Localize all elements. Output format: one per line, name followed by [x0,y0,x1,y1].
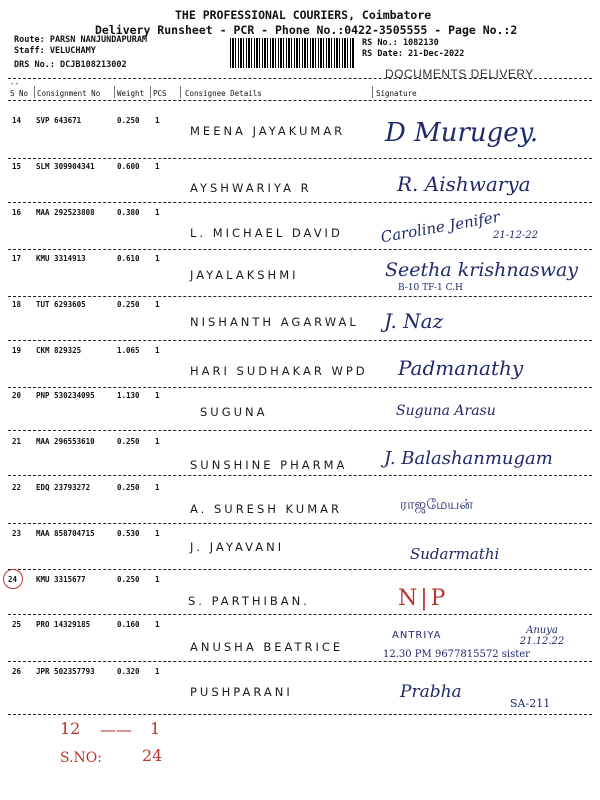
drs-number: DRS No.: DCJB108213002 [14,60,127,70]
row-divider [8,614,592,615]
row-consignee: NISHANTH AGARWAL [190,315,359,329]
col-consignee: Consignee Details [185,89,262,98]
row-consignment: MAA 858704715 [36,529,95,538]
row-consignee: L. MICHAEL DAVID [190,226,343,240]
row-consignee: SUGUNA [200,405,268,419]
row-signature: D Murugey. [385,118,539,148]
row-consignment: PRO 14329185 [36,620,91,629]
col-sno: S No [10,89,29,98]
row-consignee: A. SURESH KUMAR [190,502,342,516]
row-pcs: 1 [155,667,160,676]
row-divider [8,475,592,476]
row-weight: 0.250 [117,483,140,492]
row-pcs: 1 [155,437,160,446]
row-signature: ராஜமேயன் [400,497,474,513]
tally-left: 12 [60,719,81,738]
row-pcs: 1 [155,346,160,355]
row-note: SA-211 [510,697,551,710]
sno-label: S.NO: [60,750,102,766]
row-consignee: SUNSHINE PHARMA [190,458,348,472]
row-weight: 0.530 [117,529,140,538]
col-pcs: PCS [153,89,167,98]
row-pcs: 1 [155,620,160,629]
row-signature: R. Aishwarya [397,172,531,196]
row-divider [8,569,592,570]
row-consignment: CKM 829325 [36,346,82,355]
row-consignment: JPR 502357793 [36,667,95,676]
tally-right: 1 [150,719,161,738]
row-sno: 16 [12,208,22,217]
row-signature: ANTRIYA [392,630,442,641]
row-note-date: Anuya 21.12.22 [519,625,565,647]
row-consignment: KMU 3315677 [36,575,86,584]
col-sep [180,86,181,98]
row-weight: 0.160 [117,620,140,629]
row-sno: 22 [12,483,22,492]
header-divider [8,78,592,79]
row-consignee: S. PARTHIBAN. [188,594,310,608]
row-weight: 0.250 [117,300,140,309]
row-pcs: 1 [155,254,160,263]
row-consignment: SLM 309904341 [36,162,95,171]
row-sno: 23 [12,529,22,538]
row-signature: J. Balashanmugam [384,448,553,469]
row-signature: N|P [398,586,449,611]
col-sep [150,86,151,98]
row-consignment: TUT 6293605 [36,300,86,309]
row-consignee: JAYALAKSHMI [190,268,299,282]
col-signature: Signature [376,89,417,98]
column-header-divider [8,100,592,101]
row-signature: Prabha [400,682,462,702]
row-consignment: EDQ 23793272 [36,483,91,492]
row-divider [8,387,592,388]
row-weight: 0.250 [117,575,140,584]
row-sno: 14 [12,116,22,125]
row-divider [8,158,592,159]
documents-delivery-label: DOCUMENTS DELIVERY [385,67,534,81]
row-sno: 26 [12,667,22,676]
row-consignee: ANUSHA BEATRICE [190,640,344,654]
row-signature: J. Naz [384,309,444,333]
row-consignment: KMU 3314913 [36,254,86,263]
row-consignee: HARI SUDHAKAR WPD [190,364,368,378]
row-consignee: AYSHWARIYA R [190,181,312,195]
row-pcs: 1 [155,300,160,309]
staff: Staff: VELUCHAMY [14,46,96,56]
route: Route: PARSN NANJUNDAPURAM [14,35,148,45]
rs-date: RS Date: 21-Dec-2022 [362,49,465,59]
row-weight: 0.600 [117,162,140,171]
row-consignment: MAA 296553610 [36,437,95,446]
row-note: B-10 TF-1 C.H [398,283,463,293]
sheet-title: Delivery Runsheet - PCR - Phone No.:0422-3505555 - Page No.:2 [95,23,518,37]
row-pcs: 1 [155,162,160,171]
company-title: THE PROFESSIONAL COURIERS, Coimbatore [175,8,432,22]
row-weight: 1.065 [117,346,140,355]
row-sno: 18 [12,300,22,309]
row-weight: 0.320 [117,667,140,676]
row-pcs: 1 [155,529,160,538]
row-consignment: MAA 292523808 [36,208,95,217]
row-signature: Sudarmathi [410,545,500,563]
row-divider [8,523,592,524]
row-sno: 17 [12,254,22,263]
row-signature: Seetha krishnasway [385,259,579,281]
row-weight: 0.250 [117,116,140,125]
row-weight: 0.250 [117,437,140,446]
tally-dash: —— [100,720,132,739]
row-signature: Suguna Arasu [396,403,496,419]
dash-mark: -- [10,79,20,88]
barcode [230,38,355,68]
row-pcs: 1 [155,483,160,492]
col-weight: Weight [117,89,145,98]
row-sno: 20 [12,391,22,400]
col-sep [372,86,373,98]
row-consignment: SVP 643671 [36,116,82,125]
row-pcs: 1 [155,116,160,125]
row-sno: 24 [8,575,18,584]
row-pcs: 1 [155,391,160,400]
row-consignee: PUSHPARANI [190,685,293,699]
row-pcs: 1 [155,575,160,584]
row-pcs: 1 [155,208,160,217]
row-divider [8,340,592,341]
row-divider [8,430,592,431]
row-consignment: PNP 530234095 [36,391,95,400]
rs-number: RS No.: 1082130 [362,38,439,48]
row-divider [8,661,592,662]
row-consignee: MEENA JAYAKUMAR [190,124,346,138]
row-weight: 0.610 [117,254,140,263]
sno-value: 24 [142,746,163,765]
row-divider [8,714,592,715]
row-sno: 15 [12,162,22,171]
col-consignment: Consignment No [37,89,101,98]
row-note: 12.30 PM 9677815572 sister [383,649,530,660]
row-sno: 25 [12,620,22,629]
row-divider [8,296,592,297]
col-sep [114,86,115,98]
row-note: 21-12-22 [493,230,538,241]
row-divider [8,249,592,250]
row-consignee: J. JAYAVANI [190,540,285,554]
row-signature: Padmanathy [398,356,524,380]
row-weight: 0.380 [117,208,140,217]
row-divider [8,202,592,203]
row-signature: Caroline Jenifer [379,207,502,247]
col-sep [34,86,35,98]
row-weight: 1.130 [117,391,140,400]
row-sno: 19 [12,346,22,355]
row-sno: 21 [12,437,22,446]
